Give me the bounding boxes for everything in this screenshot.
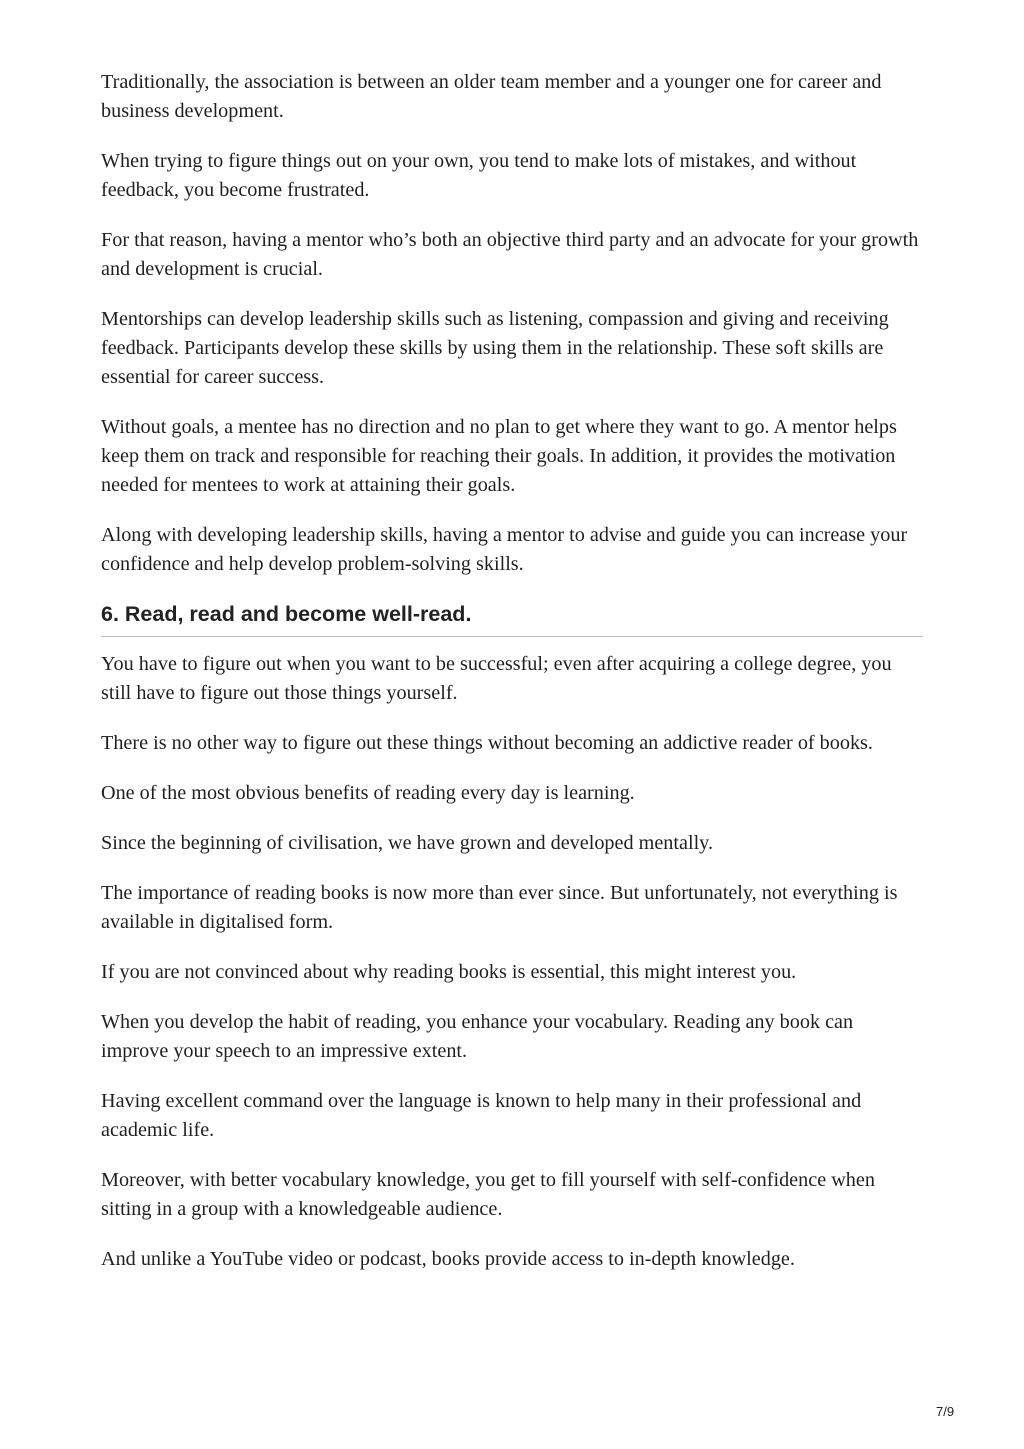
paragraph: Mentorships can develop leadership skills such as listening, compassion and giving and receiving feedback. Participants develop these skills by using them in the relationship. These soft skills are essential for career success. xyxy=(101,308,889,388)
paragraph: If you are not convinced about why reading books is essential, this might interest you. xyxy=(101,961,797,983)
paragraph: Since the beginning of civilisation, we have grown and developed mentally. xyxy=(101,832,714,854)
paragraph: One of the most obvious benefits of reading every day is learning. xyxy=(101,782,635,804)
paragraph: There is no other way to figure out these things without becoming an addictive reader of books. xyxy=(101,732,873,754)
paragraph: Having excellent command over the language is known to help many in their professional and academic life. xyxy=(101,1090,862,1141)
page-number: 7/9 xyxy=(936,1404,955,1419)
paragraph: When you develop the habit of reading, you enhance your vocabulary. Reading any book can improve your speech to an impressive extent. xyxy=(101,1011,854,1062)
paragraph: Without goals, a mentee has no direction and no plan to get where they want to go. A mentor helps keep them on track and responsible for reaching their goals. In addition, it provides the motivation needed for mentees to work at attaining their goals. xyxy=(101,416,897,496)
paragraph: For that reason, having a mentor who’s both an objective third party and an advocate for your growth and development is crucial. xyxy=(101,229,919,280)
paragraph: And unlike a YouTube video or podcast, books provide access to in-depth knowledge. xyxy=(101,1248,795,1270)
document-page xyxy=(101,68,923,1295)
paragraph: Traditionally, the association is between an older team member and a younger one for career and business development. xyxy=(101,71,882,122)
paragraph: Moreover, with better vocabulary knowledge, you get to fill yourself with self-confidence when sitting in a group with a knowledgeable audience. xyxy=(101,1169,875,1220)
section-heading: 6. Read, read and become well-read. xyxy=(101,600,923,637)
paragraph: Along with developing leadership skills, having a mentor to advise and guide you can increase your confidence and help develop problem-solving skills. xyxy=(101,524,908,575)
paragraph: When trying to figure things out on your own, you tend to make lots of mistakes, and without feedback, you become frustrated. xyxy=(101,150,857,201)
paragraph: The importance of reading books is now more than ever since. But unfortunately, not everything is available in digitalised form. xyxy=(101,882,898,933)
paragraph: You have to figure out when you want to be successful; even after acquiring a college degree, you still have to figure out those things yourself. xyxy=(101,653,892,704)
